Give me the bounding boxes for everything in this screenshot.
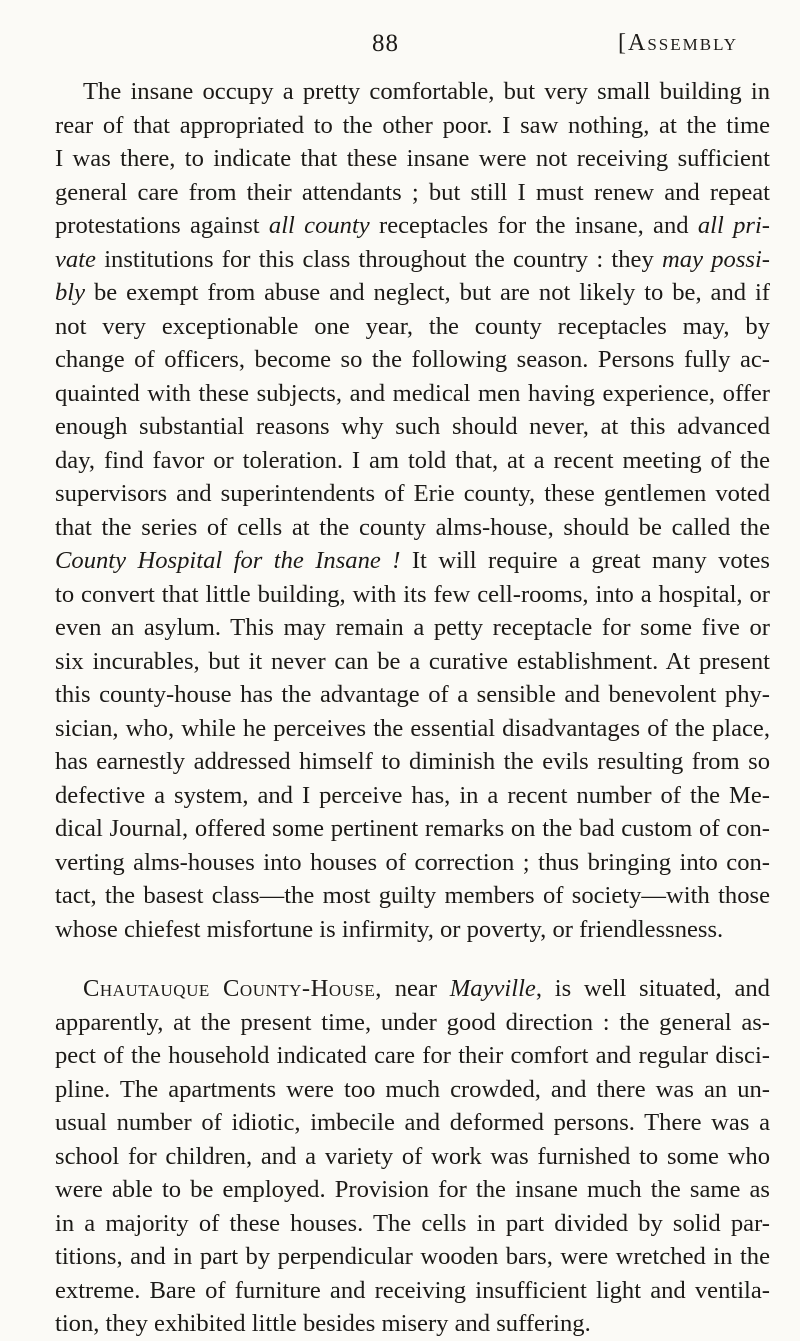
page-number: 88	[372, 30, 399, 57]
paragraph-line: The insane occupy a pretty comfortable, but very small building in	[83, 78, 770, 105]
paragraph-line: this county-house has the advantage of a sensible and benevolent phy-	[55, 681, 770, 708]
paragraph-line: whose chiefest misfortune is infirmity, or poverty, or friendlessness.	[55, 915, 724, 943]
paragraph-line: rear of that appropriated to the other poor. I saw nothing, at the time	[55, 111, 770, 139]
paragraph-line: extreme. Bare of furniture and receiving insufficient light and ventila-	[55, 1276, 770, 1304]
paragraph-line: day, find favor or toleration. I am told that, at a recent meeting of the	[55, 446, 770, 474]
paragraph-line: supervisors and superintendents of Erie county, these gentlemen voted	[55, 480, 770, 507]
paragraph-line: dical Journal, offered some pertinent remarks on the bad custom of con-	[55, 815, 770, 842]
paragraph-line: school for children, and a variety of work was furnished to some who	[55, 1142, 770, 1170]
paragraph-line: has earnestly addressed himself to diminish the evils resulting from so	[55, 748, 770, 775]
section-title: [Assembly	[618, 30, 739, 56]
paragraph-line: general care from their attendants ; but still I must renew and repeat	[55, 178, 770, 206]
paragraph-line: County Hospital for the Insane ! It will require a great many votes	[55, 547, 770, 574]
mayville-place: Mayville	[449, 975, 536, 1002]
paragraph-line: that the series of cells at the county alms-house, should be called the	[55, 513, 770, 541]
chautauque-heading: Chautauque County-House,	[83, 975, 382, 1002]
paragraph-line: were able to be employed. Provision for the insane much the same as	[55, 1176, 770, 1203]
paragraph-line: I was there, to indicate that these insane were not receiving sufficient	[55, 145, 770, 172]
paragraph-line: quainted with these subjects, and medical men having experience, offer	[55, 379, 770, 407]
paragraph-line-text: , is well situated, and	[535, 975, 770, 1002]
paragraph-line: sician, who, while he perceives the essential disadvantages of the place,	[55, 714, 770, 742]
paragraph-line: change of officers, become so the following season. Persons fully ac-	[55, 346, 770, 373]
paragraph-line: pline. The apartments were too much crowded, and there was an un-	[55, 1075, 770, 1103]
paragraph-line: even an asylum. This may remain a petty receptacle for some five or	[55, 614, 770, 641]
body-text	[55, 75, 770, 1341]
paragraph-line: apparently, at the present time, under good direction : the general as-	[55, 1008, 770, 1036]
paragraph-line: bly be exempt from abuse and neglect, but are not likely to be, and if	[55, 279, 770, 306]
paragraph-insane-building	[55, 75, 770, 946]
paragraph-line	[55, 972, 770, 1006]
paragraph-line: six incurables, but it never can be a curative establishment. At present	[55, 647, 770, 675]
paragraph-line: verting alms-houses into houses of correction ; thus bringing into con-	[55, 848, 770, 876]
paragraph-line: tion, they exhibited little besides misery and suffering.	[55, 1310, 591, 1337]
paragraph-chautauque	[55, 972, 770, 1341]
paragraph-line: protestations against all county receptacles for the insane, and all pri-	[55, 212, 770, 239]
paragraph-line: titions, and in part by perpendicular wooden bars, were wretched in the	[55, 1243, 770, 1270]
paragraph-line: pect of the household indicated care for their comfort and regular disci-	[55, 1042, 770, 1069]
paragraph-line: usual number of idiotic, imbecile and deformed persons. There was a	[55, 1109, 770, 1136]
paragraph-line: defective a system, and I perceive has, in a recent number of the Me-	[55, 781, 770, 809]
paragraph-line: not very exceptionable one year, the county receptacles may, by	[55, 312, 770, 340]
paragraph-line: enough substantial reasons why such should never, at this advanced	[55, 413, 770, 440]
near-text: near	[381, 975, 450, 1002]
paragraph-line: tact, the basest class—the most guilty members of society—with those	[55, 882, 770, 909]
running-head	[0, 16, 800, 56]
paragraph-line: to convert that little building, with its few cell-rooms, into a hospital, or	[55, 580, 770, 608]
paragraph-line: vate institutions for this class throughout the country : they may possi-	[55, 245, 770, 273]
paragraph-line: in a majority of these houses. The cells in part divided by solid par-	[55, 1209, 770, 1237]
